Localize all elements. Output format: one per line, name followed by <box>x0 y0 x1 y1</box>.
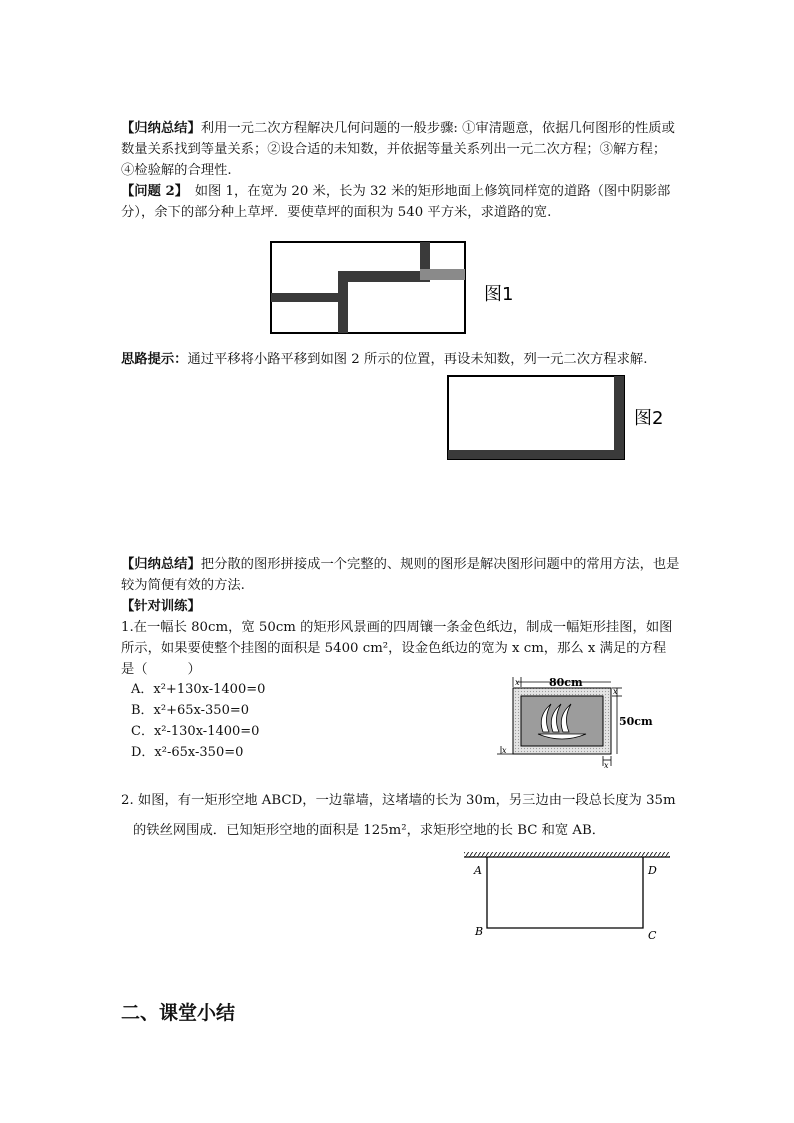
figure-2-horizontal-road <box>448 450 624 459</box>
question-1-option-c: C．x²-130x-1400=0 <box>131 724 260 739</box>
figure-1-label: 图1 <box>484 284 514 305</box>
question-1-length-label: 80cm <box>549 676 583 689</box>
question-1-option-a: A．x²+130x-1400=0 <box>131 682 266 697</box>
summary-tag: 【归纳总结】 <box>121 121 201 136</box>
question-1-figure <box>493 672 663 772</box>
summary-text: 把分散的图形拼接成一个完整的、规则的图形是解决图形问题中的常用方法，也是较为简便有效的方法. <box>121 557 680 593</box>
question-1-width-label: 50cm <box>619 715 653 728</box>
vertex-c-label: C <box>648 929 657 942</box>
figure-2-field <box>448 376 624 459</box>
summary-paragraph-2 <box>121 554 681 596</box>
question-1-text: 1.在一幅长 80cm，宽 50cm 的矩形风景画的四周镶一条金色纸边，制成一幅矩形挂图，如图所示，如果要使整个挂图的面积是 5400 cm²，设金色纸边的宽为 x cm，那么 x 满足的方程是（ ） <box>121 620 673 677</box>
question-1-x-label-right: x <box>613 687 618 696</box>
vertex-a-label: A <box>474 864 482 877</box>
question-2-figure <box>462 850 672 946</box>
summary-tag: 【归纳总结】 <box>121 557 201 572</box>
figure-1-field <box>271 242 465 333</box>
question-1-x-label-top: x <box>515 678 520 687</box>
hint-paragraph <box>121 349 691 370</box>
question-1-x-label-left: x <box>502 746 507 755</box>
question-1-x-label-bottom: x <box>604 761 609 770</box>
wall-hatching <box>464 852 670 857</box>
question-1-option-d: D．x²-65x-350=0 <box>131 745 244 760</box>
fence-rectangle <box>487 857 643 928</box>
hint-text: 通过平移将小路平移到如图 2 所示的位置，再设未知数，列一元二次方程求解. <box>187 352 648 367</box>
problem-2-paragraph <box>121 181 677 223</box>
problem-2-text: 如图 1，在宽为 20 米，长为 32 米的矩形地面上修筑同样宽的道路（图中阴影部分），余下的部分种上草坪．要使草坪的面积为 540 平方米，求道路的宽. <box>121 184 671 220</box>
question-2-line-2: 的铁丝网围成．已知矩形空地的面积是 125m²，求矩形空地的长 BC 和宽 AB． <box>133 823 606 838</box>
vertex-b-label: B <box>475 925 484 938</box>
figure-1 <box>268 240 528 336</box>
section-title: 二、课堂小结 <box>121 1002 236 1024</box>
problem-2-tag: 【问题 2】 <box>121 184 182 199</box>
question-1-option-b: B．x²+65x-350=0 <box>131 703 250 718</box>
figure-2-label: 图2 <box>634 408 664 429</box>
summary-paragraph-1 <box>121 118 677 181</box>
vertex-d-label: D <box>648 864 657 877</box>
figure-2-vertical-road <box>614 376 624 459</box>
figure-1-road-overlap <box>420 269 465 280</box>
hint-tag: 思路提示： <box>121 352 188 367</box>
summary-text: 利用一元二次方程解决几何问题的一般步骤: ①审清题意，依据几何图形的性质或数量关系找到等量关系；②设合适的未知数，并依据等量关系列出一元二次方程；③解方程；④检验解的合理性. <box>121 121 675 178</box>
figure-2 <box>446 374 676 462</box>
question-2-line-1: 2. 如图，有一矩形空地 ABCD，一边靠墙，这堵墙的长为 30m，另三边由一段总长度为 35m <box>121 793 676 808</box>
practice-heading: 【针对训练】 <box>121 599 201 614</box>
